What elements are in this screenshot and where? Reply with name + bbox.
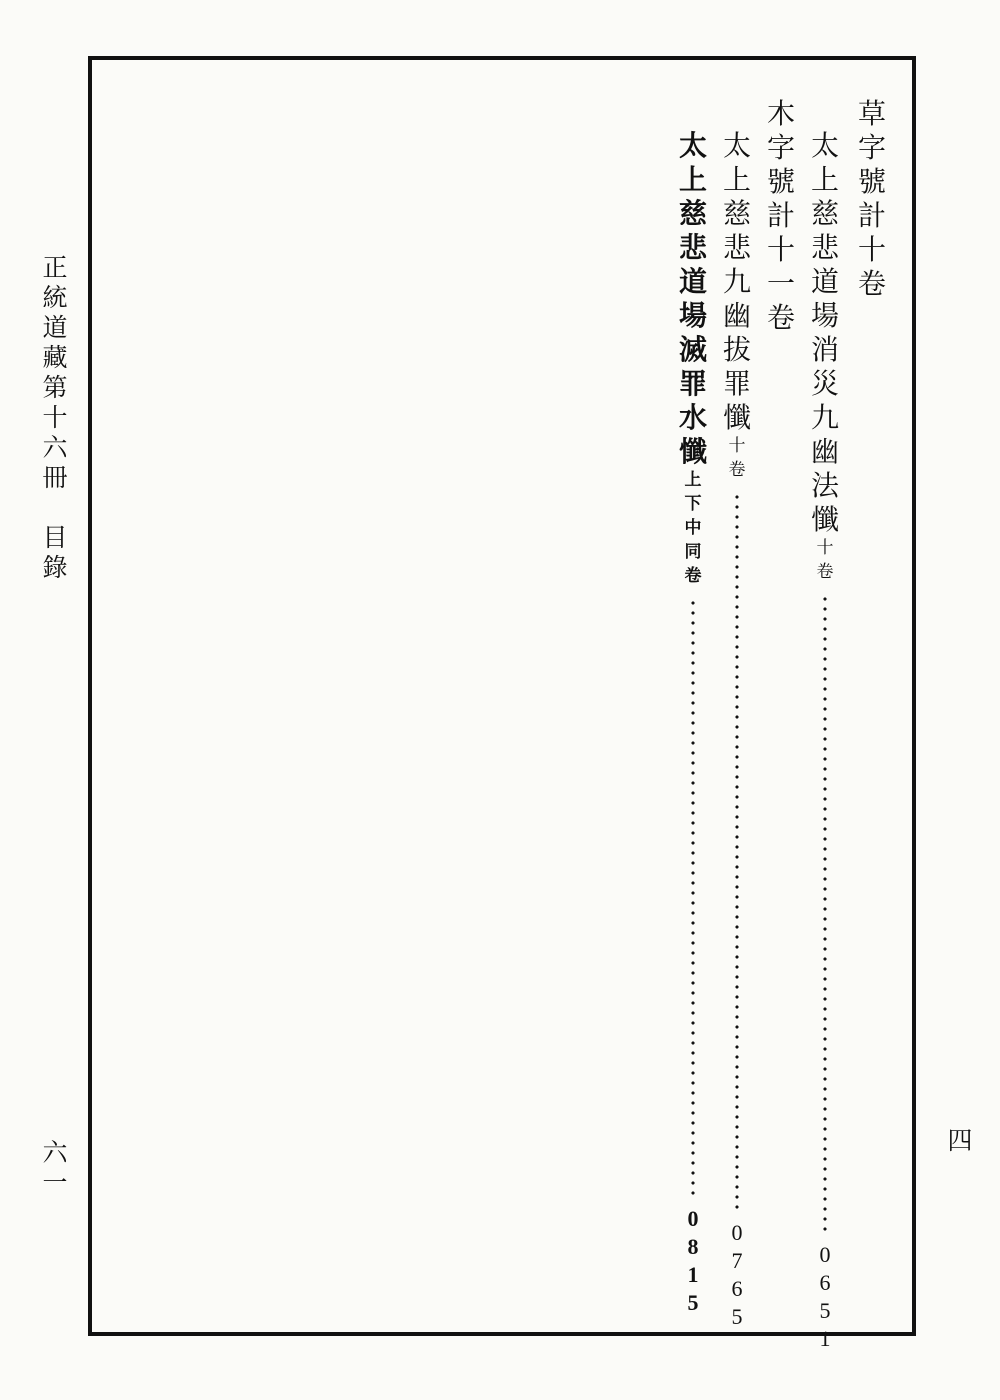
leader-dots [735, 492, 739, 1212]
leader-dots [823, 594, 827, 1234]
toc-entry [808, 129, 842, 1356]
page-number-right-text: 四 [947, 1126, 973, 1155]
page-number-left [40, 1140, 70, 1200]
toc-entry-page: 0 7 6 5 [731, 1220, 743, 1329]
toc-entry-title: 太 上 慈 悲 道 場 滅 罪 水 懺 [678, 129, 707, 468]
section-label: 目 錄 [42, 523, 68, 582]
toc-heading-text: 草 字 號 計 十 卷 [857, 97, 886, 300]
toc-entry-note: 上 下 中 同 卷 [684, 470, 702, 586]
toc-entry [720, 129, 754, 1334]
leader-dots [691, 598, 695, 1198]
toc-entry-note: 十 卷 [816, 538, 834, 582]
toc-entry-page: 0 8 1 5 [687, 1206, 699, 1315]
toc-entry-title: 太 上 慈 悲 九 幽 拔 罪 懺 [722, 129, 751, 434]
toc-heading-text: 木 字 號 計 十 一 卷 [766, 97, 795, 334]
toc-entry-title: 太 上 慈 悲 道 場 消 災 九 幽 法 懺 [810, 129, 839, 536]
running-title [40, 255, 70, 585]
page-number-right [945, 1128, 975, 1158]
running-title-text: 正 統 道 藏 第 十 六 冊 [42, 253, 68, 492]
toc-entry-note: 十 卷 [728, 436, 746, 480]
toc-entry-page: 0 6 5 1 [819, 1242, 831, 1351]
page-number-left-text: 六 一 [42, 1138, 68, 1197]
toc-heading [855, 97, 889, 304]
toc-entry [676, 129, 710, 1320]
toc-heading [764, 97, 798, 338]
